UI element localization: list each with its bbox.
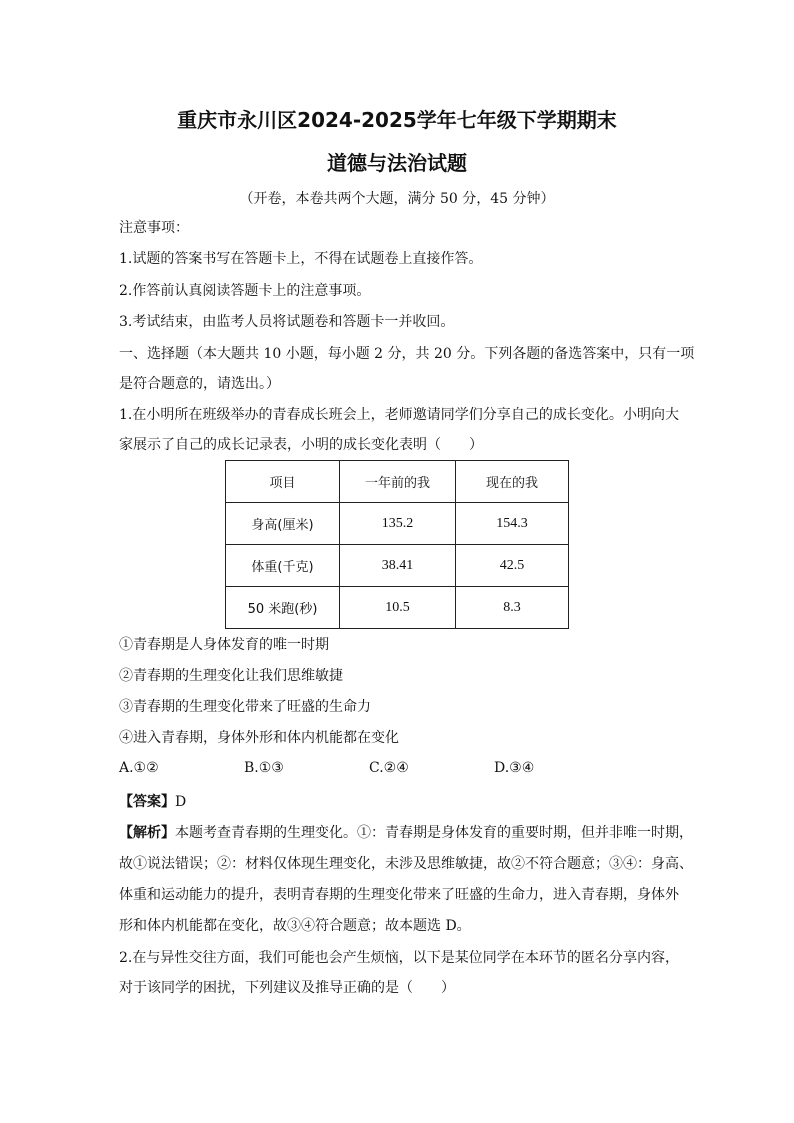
analysis-line: 形和体内机能都在变化，故③④符合题意；故本题选 D。 — [119, 918, 471, 934]
analysis-text: 本题考查青春期的生理变化。①：青春期是身体发育的重要时期，但并非唯一时期， — [175, 825, 693, 841]
table-cell: 8.3 — [456, 587, 569, 629]
section-heading: 一、选择题（本大题共 10 小题，每小题 2 分，共 20 分。下列各题的备选答案中，只有一项 — [119, 346, 695, 362]
statement-item: ①青春期是人身体发育的唯一时期 — [119, 637, 329, 653]
answer-label: 【答案】 — [119, 794, 175, 810]
option-c: C.②④ — [369, 760, 409, 776]
option-b: B.①③ — [244, 760, 284, 776]
table-row — [226, 587, 569, 629]
table-cell: 38.41 — [340, 545, 456, 587]
section-heading-cont: 是符合题意的，请选出。） — [119, 376, 280, 392]
table-cell: 身高(厘米) — [226, 503, 340, 545]
exam-title: 重庆市永川区2024-2025学年七年级下学期期末 — [177, 108, 617, 132]
answer-line — [119, 792, 186, 812]
notes-heading: 注意事项： — [119, 220, 189, 236]
statement-item: ③青春期的生理变化带来了旺盛的生命力 — [119, 699, 371, 715]
growth-record-table — [225, 460, 569, 629]
question-1-stem-cont: 家展示了自己的成长记录表，小明的成长变化表明（ ） — [119, 437, 483, 453]
note-item: 3.考试结束，由监考人员将试题卷和答题卡一并收回。 — [119, 314, 455, 330]
statement-item: ④进入青春期，身体外形和体内机能都在变化 — [119, 730, 399, 746]
table-cell: 42.5 — [456, 545, 569, 587]
table-header-row — [226, 461, 569, 503]
table-header-cell: 项目 — [226, 461, 340, 503]
table-row — [226, 545, 569, 587]
exam-subject-title: 道德与法治试题 — [327, 151, 467, 175]
analysis-line: 故①说法错误；②：材料仅体现生理变化，未涉及思维敏捷，故②不符合题意；③④：身高、 — [119, 856, 693, 872]
table-cell: 135.2 — [340, 503, 456, 545]
table-cell: 154.3 — [456, 503, 569, 545]
statement-item: ②青春期的生理变化让我们思维敏捷 — [119, 668, 343, 684]
exam-info: （开卷，本卷共两个大题，满分 50 分，45 分钟） — [239, 191, 555, 207]
analysis-line — [119, 823, 693, 843]
table-header-cell: 现在的我 — [456, 461, 569, 503]
table-cell: 50 米跑(秒) — [226, 587, 340, 629]
option-d: D.③④ — [494, 760, 535, 776]
option-a: A.①② — [119, 760, 159, 776]
table-cell: 体重(千克) — [226, 545, 340, 587]
answer-value: D — [175, 794, 187, 810]
table-row — [226, 503, 569, 545]
analysis-label: 【解析】 — [119, 825, 175, 841]
note-item: 2.作答前认真阅读答题卡上的注意事项。 — [119, 283, 371, 299]
analysis-line: 体重和运动能力的提升，表明青春期的生理变化带来了旺盛的生命力，进入青春期，身体外 — [119, 887, 679, 903]
note-item: 1.试题的答案书写在答题卡上，不得在试题卷上直接作答。 — [119, 251, 483, 267]
question-1-stem: 1.在小明所在班级举办的青春成长班会上，老师邀请同学们分享自己的成长变化。小明向大 — [119, 407, 679, 423]
question-2-stem-cont: 对于该同学的困扰，下列建议及推导正确的是（ ） — [119, 980, 455, 996]
table-header-cell: 一年前的我 — [340, 461, 456, 503]
question-2-stem: 2.在与异性交往方面，我们可能也会产生烦恼，以下是某位同学在本环节的匿名分享内容， — [119, 950, 679, 966]
table-cell: 10.5 — [340, 587, 456, 629]
